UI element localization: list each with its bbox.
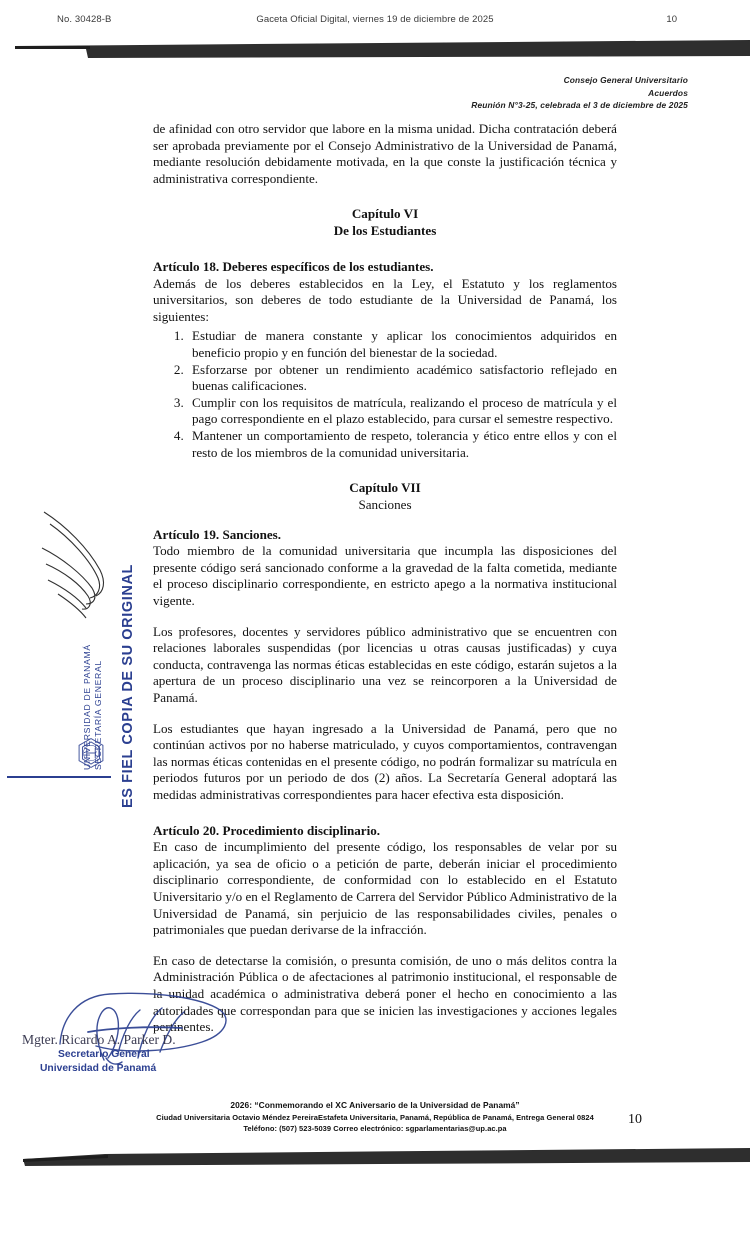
list-item: 2. Esforzarse por obtener un rendimiento académico satisfactorio reflejado en buenas calificaciones. [187,362,617,395]
certification-stamp [18,508,138,808]
article-19-paragraph-1: Todo miembro de la comunidad universitaria que incumpla las disposiciones del presente código será sancionado conforme a la gravedad de la falta cometida, mediante el proceso disciplinario correspondiente, en estricto apego a la normativa institucional vigente. [153,543,617,609]
gazette-number: No. 30428-B [57,14,112,25]
chapter-7-title: Capítulo VII [349,480,421,496]
article-18-intro: Además de los deberes establecidos en la Ley, el Estatuto y los reglamentos universitarios, son deberes de todo estudiante de la Universidad de Panamá, los siguientes: [153,275,617,324]
article-20-paragraph-2: En caso de detectarse la comisión, o presunta comisión, de uno o más delitos contra la Administración Pública o de afectaciones al patrimonio institucional, el responsable de la unidad académica o administrativa deberá poner el hecho en conocimiento a las autoridades que correspondan para que se inicien las investigaciones y acciones legales pertinentes. [153,952,617,1035]
chapter-7-heading [153,480,617,514]
signatory-institution: Universidad de Panamá [40,1063,157,1074]
footer-contact: Teléfono: (507) 523-5039 Correo electrónico: sgparlamentarias@up.ac.pa [243,1123,507,1133]
university-seal-icon [74,736,108,770]
chapter-6-heading [153,206,617,240]
scan-edge-artifact-bottom [0,1146,750,1168]
document-body [153,121,617,1036]
article-19-paragraph-2: Los profesores, docentes y servidores público administrativo que se encuentren con relaciones laborales suspendidas (por licencias u otras causas justificadas) y cuya conducta, contravenga las normas éticas establecidas en este código, estarán sujetos a la apertura de un proceso disciplinario una vez se reincorporen a la Universidad de Panamá. [153,623,617,706]
chapter-6-title: Capítulo VI [351,206,419,222]
signature-block [22,1000,272,1090]
continued-paragraph: de afinidad con otro servidor que labore en la misma unidad. Dicha contratación deberá ser aprobada previamente por el Consejo Administrativo de la Universidad de Panamá, mediante resolución debidamente motivada, en la que conste la justificación técnica y administrativa correspondiente. [153,121,617,186]
footer-address: Ciudad Universitaria Octavio Méndez PereiraEstafeta Universitaria, Panamá, República de Panamá, Entrega General 0824 [156,1112,594,1122]
document-footer [0,1100,750,1134]
chapter-6-subtitle: De los Estudiantes [333,223,437,239]
article-20-heading: Artículo 20. Procedimiento disciplinario. [153,822,381,838]
scan-edge-artifact-top [0,38,750,58]
stamp-divider-bar [7,776,111,778]
article-19-paragraph-3: Los estudiantes que hayan ingresado a la Universidad de Panamá, pero que no continúan activos por no haberse matriculado, y cuyos comportamientos, contravengan las normas éticas contenidas en el presente código, no podrán formalizar su matrícula en periodos futuros por un periodo de dos (2) años. La Secretaría General adoptará las medidas administrativas correspondientes para hacer efectiva esta disposición. [153,720,617,802]
stamp-org-line-1: UNIVERSIDAD DE PANAMÁ [82,644,92,770]
footer-anniversary-slogan: 2026: “Conmemorando el XC Aniversario de la Universidad de Panamá” [230,1100,520,1110]
meeting-council-name: Consejo General Universitario [563,75,688,85]
article-18-heading: Artículo 18. Deberes específicos de los estudiantes. [153,258,434,274]
stamp-certification-text: ES FIEL COPIA DE SU ORIGINAL [120,564,136,808]
meeting-session-info: Reunión N°3-25, celebrada el 3 de diciembre de 2025 [471,100,688,110]
header-page-number: 10 [666,14,677,25]
meeting-header-block [471,74,688,112]
article-20-paragraph-1: En caso de incumplimiento del presente código, los responsables de velar por su aplicación, ya sea de oficio o a petición de parte, deberán iniciar el procedimiento disciplinario correspondiente, de conformidad con lo establecido en el Estatuto Universitario y/o en el Reglamento de Carrera del Servidor Público Administrativo de la Universidad de Panamá, sin perjuicio de las responsabilidades civiles, penales o patrimoniales que puedan derivarse de la infracción. [153,839,617,938]
list-item: 1. Estudiar de manera constante y aplicar los conocimientos adquiridos en beneficio propio y en función del bienestar de la sociedad. [187,328,617,361]
article-19-heading: Artículo 19. Sanciones. [153,526,282,542]
list-item: 3. Cumplir con los requisitos de matrícula, realizando el proceso de matrícula y el pago correspondiente en el plazo establecido, para cursar el semestre respectivo. [187,395,617,428]
footer-page-number: 10 [628,1112,642,1127]
gazette-title-date: Gaceta Oficial Digital, viernes 19 de diciembre de 2025 [256,14,494,25]
list-item: 4. Mantener un comportamiento de respeto, tolerancia y ético entre ellos y con el resto de los miembros de la comunidad universitaria. [187,428,617,461]
signatory-role: Secretario General [58,1049,150,1060]
article-18-duties-list [153,328,617,461]
chapter-7-subtitle: Sanciones [358,496,412,512]
meeting-doc-type: Acuerdos [648,87,688,98]
stamp-org-line-2: SECRETARÍA GENERAL [93,660,103,770]
page-header [0,14,750,34]
signatory-name: Mgter. Ricardo A. Parker D. [22,1032,176,1047]
